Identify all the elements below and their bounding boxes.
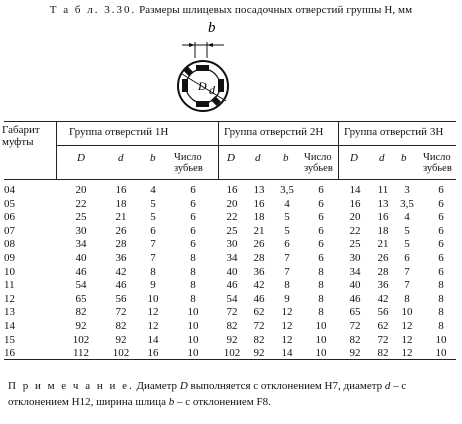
table-cell: 34 <box>226 252 238 264</box>
table-cell: 28 <box>253 252 265 264</box>
table-cell: 8 <box>438 292 444 305</box>
table-cell: 25 <box>75 211 87 224</box>
table-cell: 82 <box>377 347 389 360</box>
table-cell: 16 <box>253 197 265 210</box>
table-cell: 6 <box>318 197 324 210</box>
header-sub-rule <box>56 145 456 146</box>
table-cell: 8 <box>318 279 324 292</box>
table-cell: 46 <box>75 265 87 278</box>
row-size-label: 05 <box>4 197 15 210</box>
table-cell: 28 <box>115 238 127 251</box>
table-cell: 10 <box>187 333 199 346</box>
dim-b-label: b <box>208 20 216 36</box>
table-cell: 26 <box>253 238 265 251</box>
table-cell: 6 <box>190 224 196 237</box>
table-cell: 16 <box>147 347 159 360</box>
diameter-d-label: D <box>198 79 207 93</box>
row-size-label: 06 <box>4 211 15 224</box>
table-cell: 62 <box>377 320 389 332</box>
table-cell: 8 <box>150 265 156 278</box>
spline-right <box>218 79 224 92</box>
g2-teeth-header-1: Число <box>304 152 332 163</box>
table-cell: 28 <box>377 265 389 278</box>
table-cell: 8 <box>318 265 324 278</box>
table-cell: 46 <box>226 279 238 292</box>
table-caption <box>0 4 462 16</box>
table-cell: 6 <box>318 252 324 264</box>
table-cell: 6 <box>438 265 444 278</box>
g3-b-header: b <box>401 152 407 164</box>
table-cell: 9 <box>284 292 290 305</box>
table-cell: 8 <box>318 306 324 319</box>
table-cell: 8 <box>438 320 444 332</box>
note-text-4: – с отклонением F8. <box>174 396 271 408</box>
size-col-header-line1: Габарит <box>2 124 40 136</box>
table-cell: 42 <box>115 265 127 278</box>
spline-bottom <box>196 101 209 107</box>
table-cell: 112 <box>72 347 90 360</box>
g3-D-header: D <box>350 152 358 164</box>
header-bottom-rule <box>4 179 456 180</box>
table-cell: 10 <box>435 347 447 360</box>
table-cell: 6 <box>190 197 196 210</box>
spline-tl <box>183 66 193 76</box>
table-cell: 102 <box>223 347 241 360</box>
table-cell: 54 <box>226 292 238 305</box>
table-cell: 46 <box>253 292 265 305</box>
table-cell: 56 <box>115 292 127 305</box>
note-text-1: Диаметр <box>133 380 180 392</box>
table-cell: 11 <box>377 184 389 196</box>
table-cell: 9 <box>150 279 156 292</box>
table-cell: 20 <box>226 197 238 210</box>
table-cell: 14 <box>147 333 159 346</box>
table-cell: 5 <box>150 211 156 224</box>
table-cell: 65 <box>75 292 87 305</box>
table-cell: 4 <box>150 184 156 196</box>
table-caption-title: Размеры шлицевых посадочных отверстий группы Н, мм <box>139 4 413 16</box>
g3-d-header: d <box>379 152 385 164</box>
g3-teeth-header-1: Число <box>423 152 451 163</box>
table-cell: 5 <box>404 238 410 251</box>
table-cell: 36 <box>253 265 265 278</box>
row-size-label: 08 <box>4 238 15 251</box>
spline-hole-drawing <box>176 16 256 116</box>
table-cell: 4 <box>404 211 410 224</box>
table-cell: 8 <box>190 252 196 264</box>
table-cell: 30 <box>349 252 361 264</box>
table-cell: 42 <box>253 279 265 292</box>
table-cell: 10 <box>187 306 199 319</box>
table-cell: 10 <box>435 333 447 346</box>
table-cell: 20 <box>75 184 87 196</box>
table-cell: 7 <box>404 265 410 278</box>
table-cell: 8 <box>438 279 444 292</box>
table-cell: 82 <box>115 320 127 332</box>
table-cell: 92 <box>75 320 87 332</box>
table-cell: 10 <box>187 320 199 332</box>
table-cell: 65 <box>349 306 361 319</box>
col-divider-2 <box>218 121 219 179</box>
g1-b-header: b <box>150 152 156 164</box>
table-cell: 10 <box>315 320 327 332</box>
table-cell: 82 <box>349 333 361 346</box>
table-cell: 12 <box>281 320 293 332</box>
table-cell: 92 <box>226 333 238 346</box>
spline-left <box>182 79 188 92</box>
table-cell: 6 <box>284 238 290 251</box>
table-cell: 25 <box>226 224 238 237</box>
table-cell: 72 <box>115 306 127 319</box>
table-cell: 14 <box>349 184 361 196</box>
table-cell: 16 <box>226 184 238 196</box>
table-cell: 30 <box>75 224 87 237</box>
dim-arrow-right <box>207 43 213 47</box>
table-cell: 42 <box>377 292 389 305</box>
table-cell: 22 <box>349 224 361 237</box>
table-cell: 62 <box>253 306 265 319</box>
row-size-label: 14 <box>4 320 15 332</box>
table-cell: 82 <box>226 320 238 332</box>
row-size-label: 15 <box>4 333 15 346</box>
table-cell: 56 <box>377 306 389 319</box>
table-cell: 12 <box>281 333 293 346</box>
g2-d-header: d <box>255 152 261 164</box>
table-cell: 8 <box>190 279 196 292</box>
note-var-D: D <box>179 380 188 392</box>
table-cell: 14 <box>281 347 293 360</box>
table-cell: 7 <box>150 252 156 264</box>
g2-b-header: b <box>283 152 289 164</box>
table-cell: 21 <box>253 224 265 237</box>
table-cell: 21 <box>115 211 127 224</box>
table-cell: 21 <box>377 238 389 251</box>
table-cell: 6 <box>318 211 324 224</box>
table-cell: 8 <box>404 292 410 305</box>
row-size-label: 16 <box>4 347 15 360</box>
table-cell: 10 <box>147 292 159 305</box>
table-cell: 6 <box>190 238 196 251</box>
table-cell: 46 <box>349 292 361 305</box>
table-cell: 72 <box>253 320 265 332</box>
table-cell: 6 <box>318 224 324 237</box>
spline-top <box>196 65 209 71</box>
table-cell: 12 <box>147 306 159 319</box>
row-size-label: 11 <box>4 279 15 292</box>
table-cell: 6 <box>190 184 196 196</box>
table-cell: 7 <box>404 279 410 292</box>
dim-arrow-left <box>189 43 195 47</box>
table-cell: 12 <box>401 333 413 346</box>
table-cell: 36 <box>115 252 127 264</box>
col-divider-3 <box>338 121 339 179</box>
table-cell: 12 <box>401 347 413 360</box>
col-divider-1 <box>56 121 57 179</box>
table-cell: 72 <box>226 306 238 319</box>
table-cell: 8 <box>438 306 444 319</box>
table-cell: 34 <box>349 265 361 278</box>
table-cell: 6 <box>438 184 444 196</box>
table-cell: 8 <box>190 265 196 278</box>
note-label: П р и м е ч а н и е. <box>8 380 134 392</box>
table-caption-label: Т а б л. 3.30. <box>49 4 137 16</box>
table-cell: 36 <box>377 279 389 292</box>
group-3h-header: Группа отверстий 3Н <box>344 126 444 138</box>
group-2h-header: Группа отверстий 2Н <box>224 126 324 138</box>
spline-hole-figure <box>176 16 256 116</box>
table-cell: 18 <box>115 197 127 210</box>
table-cell: 6 <box>438 224 444 237</box>
table-cell: 20 <box>349 211 361 224</box>
group-1h-header: Группа отверстий 1Н <box>69 126 169 138</box>
table-cell: 5 <box>404 224 410 237</box>
table-cell: 22 <box>226 211 238 224</box>
row-size-label: 10 <box>4 265 15 278</box>
table-cell: 6 <box>318 184 324 196</box>
table-note <box>8 378 456 410</box>
table-cell: 3,5 <box>280 184 294 196</box>
table-cell: 30 <box>226 238 238 251</box>
table-cell: 46 <box>115 279 127 292</box>
table-cell: 92 <box>349 347 361 360</box>
table-cell: 92 <box>253 347 265 360</box>
table-cell: 7 <box>284 265 290 278</box>
note-var-b: b <box>168 396 175 408</box>
table-cell: 13 <box>377 197 389 210</box>
table-cell: 18 <box>253 211 265 224</box>
row-size-label: 12 <box>4 292 15 305</box>
table-cell: 72 <box>349 320 361 332</box>
row-size-label: 04 <box>4 184 15 196</box>
table-cell: 26 <box>377 252 389 264</box>
table-cell: 40 <box>349 279 361 292</box>
table-cell: 7 <box>284 252 290 264</box>
table-cell: 6 <box>190 211 196 224</box>
table-cell: 7 <box>150 238 156 251</box>
table-bottom-rule <box>4 359 456 360</box>
table-cell: 5 <box>150 197 156 210</box>
table-cell: 92 <box>115 333 127 346</box>
table-cell: 6 <box>438 252 444 264</box>
table-cell: 22 <box>75 197 87 210</box>
table-cell: 10 <box>315 333 327 346</box>
table-cell: 26 <box>115 224 127 237</box>
g1-teeth-header-2: зубьев <box>174 163 203 174</box>
table-cell: 40 <box>75 252 87 264</box>
diameter-small-d-label: d <box>209 83 215 97</box>
table-cell: 6 <box>318 238 324 251</box>
g1-D-header: D <box>77 152 85 164</box>
table-cell: 40 <box>226 265 238 278</box>
table-cell: 4 <box>284 197 290 210</box>
g2-D-header: D <box>227 152 235 164</box>
size-col-header-line2: муфты <box>2 136 34 148</box>
table-cell: 18 <box>377 224 389 237</box>
table-cell: 3 <box>404 184 410 196</box>
table-cell: 10 <box>401 306 413 319</box>
table-top-rule <box>4 121 456 122</box>
table-cell: 5 <box>284 211 290 224</box>
g1-d-header: d <box>118 152 124 164</box>
table-cell: 6 <box>438 238 444 251</box>
table-cell: 8 <box>284 279 290 292</box>
note-text-3: – с отклонением Н12, ширина шлица <box>8 380 407 408</box>
row-size-label: 07 <box>4 224 15 237</box>
table-cell: 5 <box>284 224 290 237</box>
table-cell: 16 <box>377 211 389 224</box>
table-cell: 102 <box>112 347 130 360</box>
table-cell: 12 <box>401 320 413 332</box>
note-var-d: d <box>384 380 391 392</box>
table-cell: 6 <box>150 224 156 237</box>
table-cell: 82 <box>253 333 265 346</box>
g2-teeth-header-2: зубьев <box>304 163 333 174</box>
row-size-label: 09 <box>4 252 15 264</box>
row-size-label: 13 <box>4 306 15 319</box>
g1-teeth-header-1: Число <box>174 152 202 163</box>
table-cell: 3,5 <box>400 197 414 210</box>
table-cell: 12 <box>281 306 293 319</box>
table-cell: 25 <box>349 238 361 251</box>
table-cell: 34 <box>75 238 87 251</box>
table-cell: 54 <box>75 279 87 292</box>
table-cell: 6 <box>404 252 410 264</box>
table-cell: 13 <box>253 184 265 196</box>
table-cell: 10 <box>187 347 199 360</box>
table-cell: 8 <box>318 292 324 305</box>
table-cell: 6 <box>438 197 444 210</box>
g3-teeth-header-2: зубьев <box>423 163 452 174</box>
table-cell: 12 <box>147 320 159 332</box>
table-cell: 82 <box>75 306 87 319</box>
table-cell: 16 <box>349 197 361 210</box>
note-text-2: выполняется с отклонением Н7, диаметр <box>187 380 385 392</box>
table-cell: 8 <box>190 292 196 305</box>
table-cell: 6 <box>438 211 444 224</box>
table-cell: 102 <box>72 333 90 346</box>
table-cell: 16 <box>115 184 127 196</box>
table-cell: 10 <box>315 347 327 360</box>
table-cell: 72 <box>377 333 389 346</box>
